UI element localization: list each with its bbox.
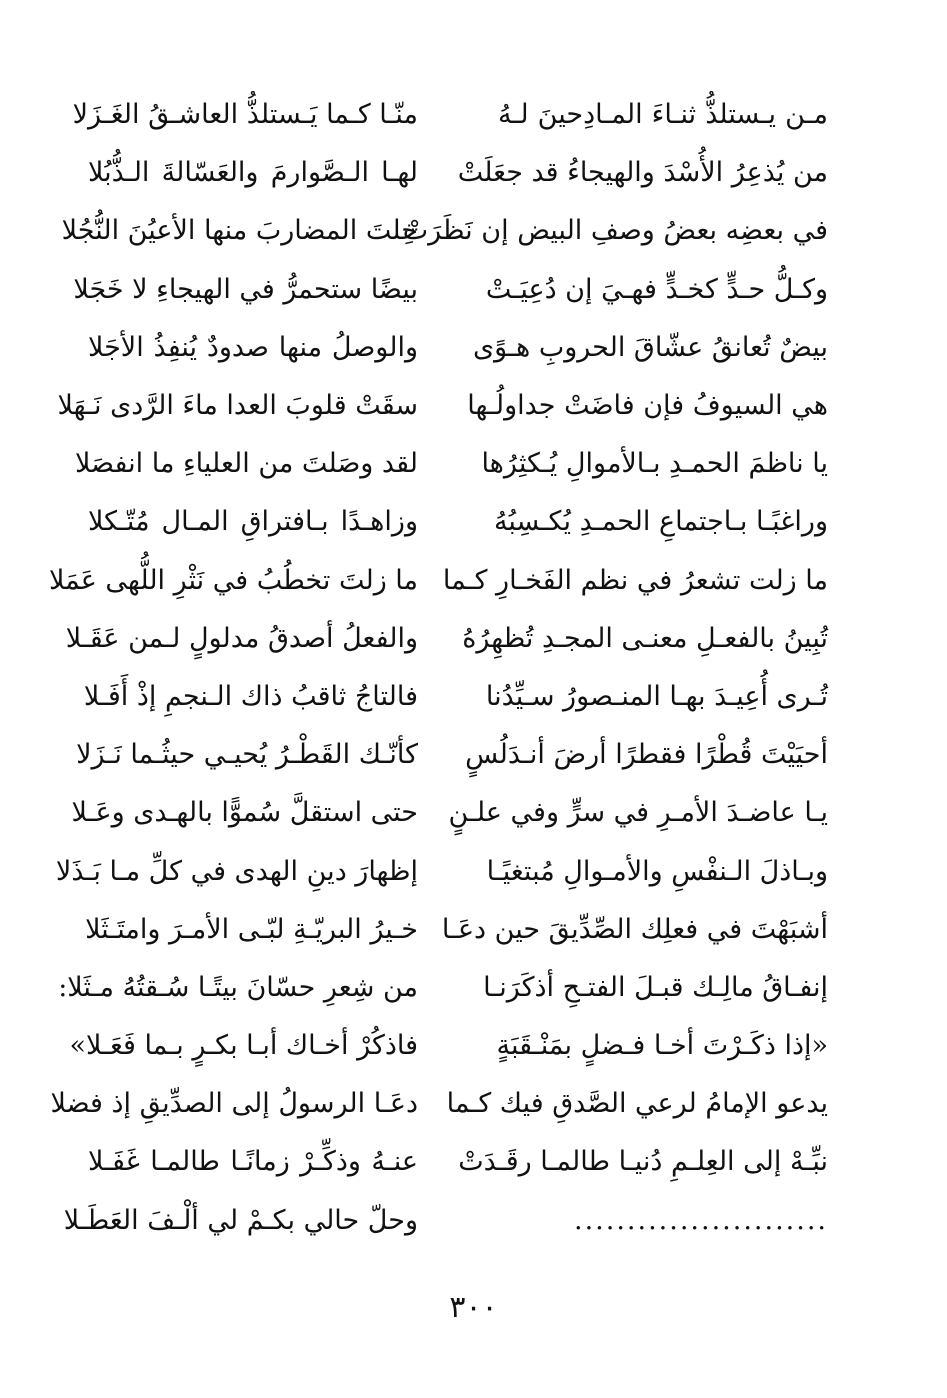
verse-14 — [55, 842, 828, 900]
verse-16-left: من شِعرِ حسّانَ بيتًـا سُـقتُهُ مـثَلا: — [58, 971, 418, 1003]
verse-12 — [76, 726, 828, 784]
verse-11-right: تُـرى أُعِيـدَ بهـا المنـصورُ سـيِّدُنا — [485, 680, 828, 712]
page-number: ٣٠٠ — [449, 1290, 498, 1325]
verse-10 — [65, 610, 828, 668]
verse-6 — [57, 377, 828, 435]
verse-18-left: دعَـا الرسولُ إلى الصدِّيقِ إذ فضلا — [50, 1088, 418, 1120]
verse-2 — [88, 144, 828, 202]
verse-19-right: نبِّـهْ إلى العِلـمِ دُنيـا طالمـا رقَـدَتْ — [458, 1146, 828, 1178]
verse-15-right: أشبَهْتَ في فعلِك الصِّدِّيقَ حين دعَـا — [441, 913, 828, 945]
verse-4-left: بيضًا ستحمرُّ في الهيجاءِ لا خَجَلا — [73, 273, 418, 305]
verse-2-right: من يُذعِرُ الأُسْدَ والهيجاءُ قد جعَلَتْ — [457, 157, 828, 189]
verse-5-right: بيضٌ تُعانقُ عشّاقَ الحروبِ هـوًى — [473, 331, 828, 363]
verse-1-left: منّـا كـما يَـستلذُّ العاشـقُ الغَـزَلا — [72, 99, 418, 131]
verse-14-right: وبـاذلَ الـنفْسِ والأمـوالِ مُبتغيًـا — [486, 855, 828, 887]
verse-8-right: وراغبًـا بـاجتماعِ الحمـدِ يُكـسِبُهُ — [493, 506, 828, 538]
verse-10-left: والفعلُ أصدقُ مدلولٍ لـمن عَقَـلا — [65, 622, 418, 654]
verse-18-right: يدعو الإمامُ لرعي الصَّدقِ فيك كـما — [446, 1088, 828, 1120]
poem-body — [49, 86, 828, 1250]
verse-6-left: سقَتْ قلوبَ العدا ماءَ الرَّدى نَـهَلا — [57, 390, 418, 422]
verse-3-left: خِلتَ المضاربَ منها الأعيُنَ النُّجُلا — [61, 215, 418, 247]
verse-9-right: ما زلت تشعرُ في نظم الفَخـارِ كـما — [442, 564, 828, 596]
verse-18 — [50, 1075, 828, 1133]
ellipsis-dots: ........................ — [574, 1204, 828, 1236]
verse-12-left: كأنّـك القَطْـرُ يُحيـي حيثُـما نَـزَلا — [76, 739, 418, 771]
verse-12-right: أحيَيْتَ قُطْرًا فقطرًا أرضَ أنـدَلُسٍ — [465, 739, 828, 771]
verse-17 — [69, 1017, 828, 1075]
verse-9 — [49, 552, 828, 610]
verse-13 — [71, 784, 828, 842]
verse-19-left: عنـهُ وذكِّـرْ زمانًـا طالمـا غَفَـلا — [88, 1146, 418, 1178]
verse-1-right: مـن يـستلذُّ ثنـاءَ المـادِحينَ لـهُ — [498, 99, 828, 131]
verse-17-left: فاذكُرْ أخـاك أبـا بكـرٍ بـما فَعَـلا» — [69, 1030, 418, 1062]
verse-3 — [61, 202, 828, 260]
verse-2-left: لهـا الـصَّوارمَ والعَسّالةَ الـذُّبُلا — [88, 157, 418, 189]
verse-16 — [58, 959, 828, 1017]
verse-9-left: ما زلتَ تخطُبُ في نَثْرِ اللُّهى عَمَلا — [49, 564, 418, 596]
verse-15-left: خـيرُ البريّـةِ لبّـى الأمـرَ وامتَـثَلا — [85, 913, 418, 945]
verse-13-left: حتى استقلَّ سُموًّا بالهـدى وعَـلا — [71, 797, 418, 829]
verse-4 — [73, 261, 828, 319]
verse-6-right: هي السيوفُ فإن فاضَتْ جداولُـها — [467, 390, 828, 422]
verse-4-right: وكـلُّ حـدٍّ كخـدٍّ فهـيَ إن دُعِيَـتْ — [485, 273, 828, 305]
verse-19 — [88, 1133, 828, 1191]
verse-15 — [85, 901, 828, 959]
verse-13-right: يـا عاضـدَ الأمـرِ في سرٍّ وفي علـنٍ — [448, 797, 828, 829]
verse-7-left: لقد وصَلتَ من العلياءِ ما انفصَلا — [74, 448, 418, 480]
verse-10-right: تُبِينُ بالفعـلِ معنـى المجـدِ تُظهِرُهُ — [462, 622, 828, 654]
verse-5 — [88, 319, 828, 377]
verse-11 — [83, 668, 828, 726]
verse-20 — [63, 1192, 828, 1250]
verse-20-left: وحلّ حالي بكـمْ لي ألْـفَ العَطَـلا — [63, 1204, 418, 1236]
verse-7 — [74, 435, 828, 493]
verse-17-right: «إذا ذكَـرْتَ أخـا فـضلٍ بمَنْـقَبَةٍ — [496, 1030, 828, 1062]
verse-14-left: إظهارَ دينِ الهدى في كلِّ مـا بَـذَلا — [55, 855, 418, 887]
verse-1 — [72, 86, 828, 144]
verse-7-right: يا ناظمَ الحمـدِ بـالأموالِ يُـكثِرُها — [481, 448, 828, 480]
verse-8 — [88, 493, 828, 551]
verse-5-left: والوصلُ منها صدودٌ يُنفِذُ الأجَلا — [88, 331, 418, 363]
verse-3-right: في بعضِه بعضُ وصفِ البيض إن نَظَرَتْ — [402, 215, 828, 247]
verse-16-right: إنفـاقُ مالِـك قبـلَ الفتـحِ أذكَرَنـا — [483, 971, 828, 1003]
verse-8-left: وزاهـدًا بـافتراقِ المـال مُتّـكلا — [88, 506, 418, 538]
verse-11-left: فالتاجُ ثاقبُ ذاك الـنجمِ إذْ أَفَـلا — [83, 680, 418, 712]
